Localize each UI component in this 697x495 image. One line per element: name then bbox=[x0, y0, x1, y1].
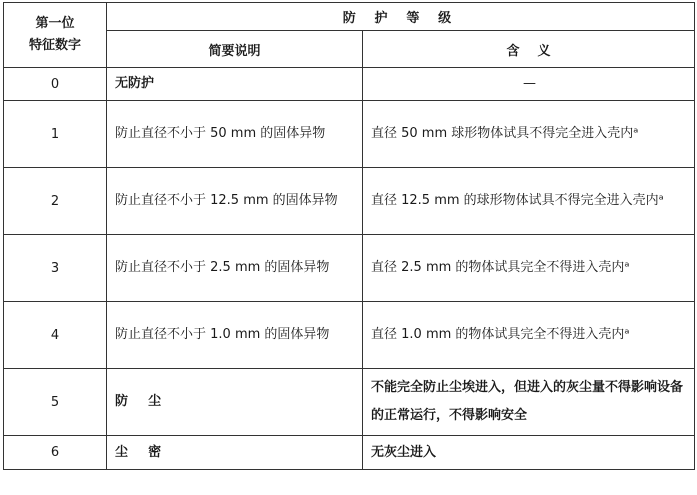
meaning-cell: 不能完全防止尘埃进入，但进入的灰尘量不得影响设备的正常运行，不得影响安全 bbox=[363, 369, 695, 436]
meaning-cell: 直径 12.5 mm 的球形物体试具不得完全进入壳内ᵃ bbox=[363, 168, 695, 235]
first-digit-header bbox=[4, 3, 107, 68]
digit-cell: 5 bbox=[4, 369, 107, 436]
description-cell: 防止直径不小于 1.0 mm 的固体异物 bbox=[107, 302, 363, 369]
meaning-header: 含 义 bbox=[363, 31, 695, 68]
table-row bbox=[4, 436, 695, 470]
digit-cell: 3 bbox=[4, 235, 107, 302]
ip-protection-table bbox=[3, 2, 695, 470]
table-row bbox=[4, 68, 695, 101]
table-row bbox=[4, 302, 695, 369]
first-digit-header-line2: 特征数字 bbox=[28, 38, 81, 53]
digit-cell: 1 bbox=[4, 101, 107, 168]
first-digit-header-line1: 第一位 bbox=[35, 16, 75, 31]
meaning-cell: 无灰尘进入 bbox=[363, 436, 695, 470]
meaning-cell: 直径 2.5 mm 的物体试具完全不得进入壳内ᵃ bbox=[363, 235, 695, 302]
description-cell: 尘 密 bbox=[107, 436, 363, 470]
description-cell: 防止直径不小于 12.5 mm 的固体异物 bbox=[107, 168, 363, 235]
digit-cell: 0 bbox=[4, 68, 107, 101]
table-row bbox=[4, 369, 695, 436]
description-cell: 防止直径不小于 2.5 mm 的固体异物 bbox=[107, 235, 363, 302]
meaning-cell: 直径 50 mm 球形物体试具不得完全进入壳内ᵃ bbox=[363, 101, 695, 168]
description-cell: 防 尘 bbox=[107, 369, 363, 436]
brief-description-header: 简要说明 bbox=[107, 31, 363, 68]
meaning-cell: — bbox=[363, 68, 695, 101]
meaning-cell: 直径 1.0 mm 的物体试具完全不得进入壳内ᵃ bbox=[363, 302, 695, 369]
description-cell: 无防护 bbox=[107, 68, 363, 101]
digit-cell: 2 bbox=[4, 168, 107, 235]
description-cell: 防止直径不小于 50 mm 的固体异物 bbox=[107, 101, 363, 168]
table-row bbox=[4, 168, 695, 235]
digit-cell: 4 bbox=[4, 302, 107, 369]
table-row bbox=[4, 235, 695, 302]
digit-cell: 6 bbox=[4, 436, 107, 470]
protection-level-header: 防 护 等 级 bbox=[107, 3, 695, 31]
table-row bbox=[4, 101, 695, 168]
